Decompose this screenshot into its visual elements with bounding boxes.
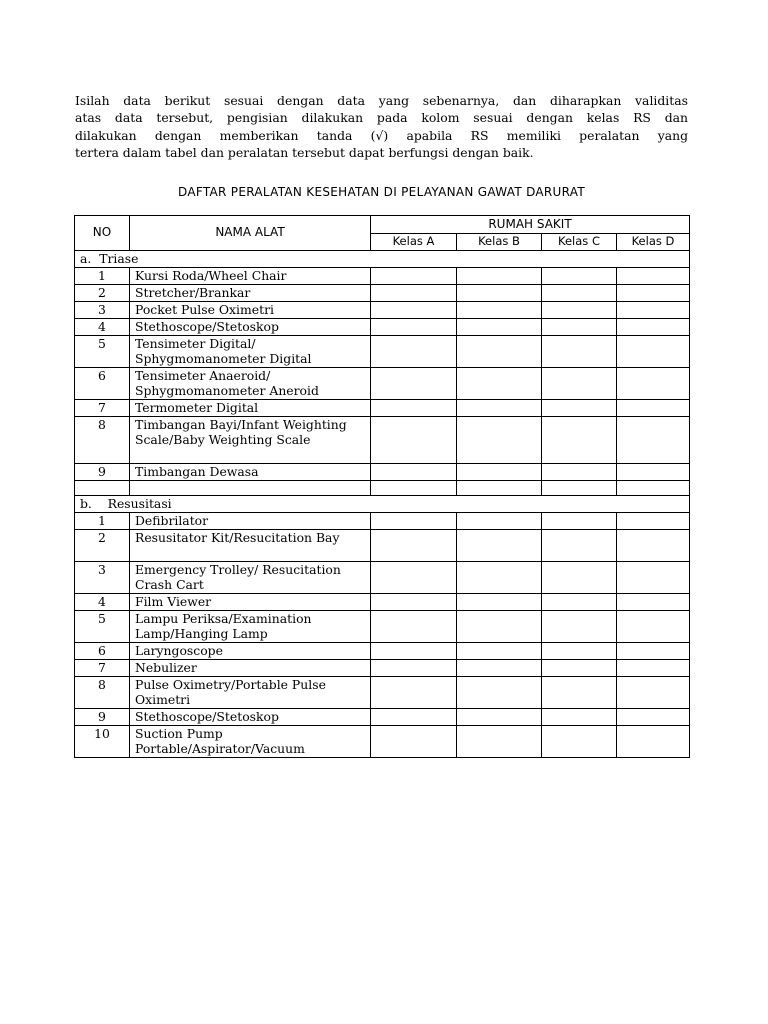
checkbox-cell-kelas-d[interactable] [617, 642, 690, 659]
checkbox-cell-kelas-b[interactable] [457, 725, 542, 757]
checkbox-cell-kelas-a[interactable] [371, 561, 457, 593]
row-number: 1 [75, 512, 130, 529]
section-label: b. Resusitasi [75, 495, 690, 512]
checkbox-cell-kelas-c[interactable] [542, 267, 617, 284]
checkbox-cell-kelas-b[interactable] [457, 593, 542, 610]
checkbox-cell-kelas-c[interactable] [542, 676, 617, 708]
checkbox-cell-kelas-c[interactable] [542, 659, 617, 676]
table-row [75, 529, 690, 561]
empty-cell [542, 480, 617, 495]
checkbox-cell-kelas-d[interactable] [617, 512, 690, 529]
checkbox-cell-kelas-d[interactable] [617, 416, 690, 463]
row-number: 9 [75, 708, 130, 725]
section-row [75, 495, 690, 512]
equipment-name: Film Viewer [130, 593, 371, 610]
table-row [75, 367, 690, 399]
checkbox-cell-kelas-b[interactable] [457, 642, 542, 659]
column-header-kelas-b: Kelas B [457, 234, 542, 251]
column-header-kelas-a: Kelas A [371, 234, 457, 251]
checkbox-cell-kelas-b[interactable] [457, 318, 542, 335]
table-row [75, 610, 690, 642]
checkbox-cell-kelas-d[interactable] [617, 301, 690, 318]
equipment-name: Termometer Digital [130, 399, 371, 416]
equipment-name: Defibrilator [130, 512, 371, 529]
equipment-name: Timbangan Bayi/Infant Weighting Scale/Baby Weighting Scale [130, 416, 371, 463]
checkbox-cell-kelas-d[interactable] [617, 318, 690, 335]
checkbox-cell-kelas-a[interactable] [371, 399, 457, 416]
row-number: 7 [75, 659, 130, 676]
row-number: 7 [75, 399, 130, 416]
instructions-line: tertera dalam tabel dan peralatan tersebut dapat berfungsi dengan baik. [75, 144, 534, 160]
document-title: DAFTAR PERALATAN KESEHATAN DI PELAYANAN GAWAT DARURAT [178, 185, 585, 199]
table-row [75, 284, 690, 301]
row-number: 6 [75, 367, 130, 399]
checkbox-cell-kelas-c[interactable] [542, 399, 617, 416]
table-row [75, 642, 690, 659]
checkbox-cell-kelas-a[interactable] [371, 610, 457, 642]
section-label: a. Triase [75, 250, 690, 267]
checkbox-cell-kelas-d[interactable] [617, 593, 690, 610]
column-header-name: NAMA ALAT [130, 216, 371, 251]
table-row [75, 708, 690, 725]
checkbox-cell-kelas-a[interactable] [371, 463, 457, 480]
checkbox-cell-kelas-d[interactable] [617, 284, 690, 301]
row-number: 2 [75, 284, 130, 301]
checkbox-cell-kelas-d[interactable] [617, 659, 690, 676]
column-header-kelas-d: Kelas D [617, 234, 690, 251]
table-row [75, 659, 690, 676]
equipment-name: Tensimeter Digital/ Sphygmomanometer Digital [130, 335, 371, 367]
checkbox-cell-kelas-c[interactable] [542, 642, 617, 659]
checkbox-cell-kelas-b[interactable] [457, 416, 542, 463]
table-row [75, 399, 690, 416]
column-header-no: NO [75, 216, 130, 251]
row-number: 3 [75, 301, 130, 318]
table-row [75, 301, 690, 318]
empty-cell [371, 480, 457, 495]
row-number: 6 [75, 642, 130, 659]
checkbox-cell-kelas-a[interactable] [371, 267, 457, 284]
checkbox-cell-kelas-a[interactable] [371, 676, 457, 708]
table-row [75, 725, 690, 757]
checkbox-cell-kelas-c[interactable] [542, 610, 617, 642]
checkbox-cell-kelas-b[interactable] [457, 335, 542, 367]
checkbox-cell-kelas-b[interactable] [457, 301, 542, 318]
equipment-name: Kursi Roda/Wheel Chair [130, 267, 371, 284]
equipment-name: Tensimeter Anaeroid/ Sphygmomanometer Aneroid [130, 367, 371, 399]
equipment-name: Emergency Trolley/ Resucitation Crash Cart [130, 561, 371, 593]
checkbox-cell-kelas-a[interactable] [371, 335, 457, 367]
checkbox-cell-kelas-a[interactable] [371, 642, 457, 659]
checkbox-cell-kelas-c[interactable] [542, 561, 617, 593]
table-row [75, 561, 690, 593]
checkbox-cell-kelas-d[interactable] [617, 335, 690, 367]
row-number: 9 [75, 463, 130, 480]
checkbox-cell-kelas-a[interactable] [371, 284, 457, 301]
row-number: 8 [75, 416, 130, 463]
empty-row [75, 480, 690, 495]
checkbox-cell-kelas-a[interactable] [371, 529, 457, 561]
checkbox-cell-kelas-d[interactable] [617, 367, 690, 399]
row-number: 8 [75, 676, 130, 708]
checkbox-cell-kelas-d[interactable] [617, 463, 690, 480]
checkbox-cell-kelas-d[interactable] [617, 399, 690, 416]
equipment-name: Pulse Oximetry/Portable Pulse Oximetri [130, 676, 371, 708]
checkbox-cell-kelas-a[interactable] [371, 416, 457, 463]
checkbox-cell-kelas-d[interactable] [617, 561, 690, 593]
row-number: 1 [75, 267, 130, 284]
instructions-paragraph [75, 92, 688, 161]
checkbox-cell-kelas-d[interactable] [617, 725, 690, 757]
row-number: 5 [75, 335, 130, 367]
equipment-name: Suction Pump Portable/Aspirator/Vacuum [130, 725, 371, 757]
checkbox-cell-kelas-a[interactable] [371, 318, 457, 335]
table-row [75, 512, 690, 529]
checkbox-cell-kelas-d[interactable] [617, 610, 690, 642]
checkbox-cell-kelas-b[interactable] [457, 463, 542, 480]
equipment-name: Nebulizer [130, 659, 371, 676]
checkbox-cell-kelas-b[interactable] [457, 659, 542, 676]
checkbox-cell-kelas-b[interactable] [457, 267, 542, 284]
checkbox-cell-kelas-c[interactable] [542, 725, 617, 757]
checkbox-cell-kelas-b[interactable] [457, 284, 542, 301]
instructions-line: Isilah data berikut sesuai dengan data yang sebenarnya, dan diharapkan validitas [75, 93, 688, 108]
checkbox-cell-kelas-c[interactable] [542, 318, 617, 335]
instructions-line: atas data tersebut, pengisian dilakukan pada kolom sesuai dengan kelas RS dan [75, 110, 688, 126]
checkbox-cell-kelas-b[interactable] [457, 399, 542, 416]
checkbox-cell-kelas-d[interactable] [617, 529, 690, 561]
checkbox-cell-kelas-a[interactable] [371, 367, 457, 399]
equipment-table [74, 215, 690, 758]
row-number: 2 [75, 529, 130, 561]
checkbox-cell-kelas-b[interactable] [457, 561, 542, 593]
checkbox-cell-kelas-c[interactable] [542, 708, 617, 725]
checkbox-cell-kelas-c[interactable] [542, 301, 617, 318]
equipment-name: Resusitator Kit/Resucitation Bay [130, 529, 371, 561]
checkbox-cell-kelas-a[interactable] [371, 708, 457, 725]
row-number: 4 [75, 318, 130, 335]
equipment-name: Stretcher/Brankar [130, 284, 371, 301]
table-row [75, 267, 690, 284]
checkbox-cell-kelas-b[interactable] [457, 529, 542, 561]
checkbox-cell-kelas-a[interactable] [371, 512, 457, 529]
checkbox-cell-kelas-b[interactable] [457, 708, 542, 725]
column-group-header: RUMAH SAKIT [371, 216, 690, 234]
table-row [75, 676, 690, 708]
checkbox-cell-kelas-c[interactable] [542, 335, 617, 367]
column-header-kelas-c: Kelas C [542, 234, 617, 251]
section-row [75, 250, 690, 267]
table-row [75, 335, 690, 367]
checkbox-cell-kelas-b[interactable] [457, 676, 542, 708]
table-body [75, 250, 690, 757]
checkbox-cell-kelas-b[interactable] [457, 512, 542, 529]
checkbox-cell-kelas-c[interactable] [542, 416, 617, 463]
checkbox-cell-kelas-d[interactable] [617, 267, 690, 284]
equipment-name: Timbangan Dewasa [130, 463, 371, 480]
equipment-name: Stethoscope/Stetoskop [130, 318, 371, 335]
empty-cell [75, 480, 130, 495]
table-row [75, 416, 690, 463]
empty-cell [617, 480, 690, 495]
empty-cell [457, 480, 542, 495]
equipment-name: Lampu Periksa/Examination Lamp/Hanging Lamp [130, 610, 371, 642]
empty-cell [130, 480, 371, 495]
row-number: 5 [75, 610, 130, 642]
checkbox-cell-kelas-c[interactable] [542, 593, 617, 610]
checkbox-cell-kelas-c[interactable] [542, 284, 617, 301]
checkbox-cell-kelas-d[interactable] [617, 676, 690, 708]
table-row [75, 593, 690, 610]
checkbox-cell-kelas-c[interactable] [542, 463, 617, 480]
row-number: 4 [75, 593, 130, 610]
checkbox-cell-kelas-b[interactable] [457, 610, 542, 642]
checkbox-cell-kelas-a[interactable] [371, 659, 457, 676]
equipment-name: Stethoscope/Stetoskop [130, 708, 371, 725]
table-row [75, 463, 690, 480]
equipment-name: Pocket Pulse Oximetri [130, 301, 371, 318]
instructions-line: dilakukan dengan memberikan tanda (√) apabila RS memiliki peralatan yang [75, 127, 688, 143]
checkbox-cell-kelas-d[interactable] [617, 708, 690, 725]
row-number: 3 [75, 561, 130, 593]
checkbox-cell-kelas-a[interactable] [371, 725, 457, 757]
checkbox-cell-kelas-a[interactable] [371, 593, 457, 610]
row-number: 10 [75, 725, 130, 757]
checkbox-cell-kelas-b[interactable] [457, 367, 542, 399]
equipment-name: Laryngoscope [130, 642, 371, 659]
checkbox-cell-kelas-c[interactable] [542, 367, 617, 399]
checkbox-cell-kelas-a[interactable] [371, 301, 457, 318]
checkbox-cell-kelas-c[interactable] [542, 512, 617, 529]
table-row [75, 318, 690, 335]
checkbox-cell-kelas-c[interactable] [542, 529, 617, 561]
